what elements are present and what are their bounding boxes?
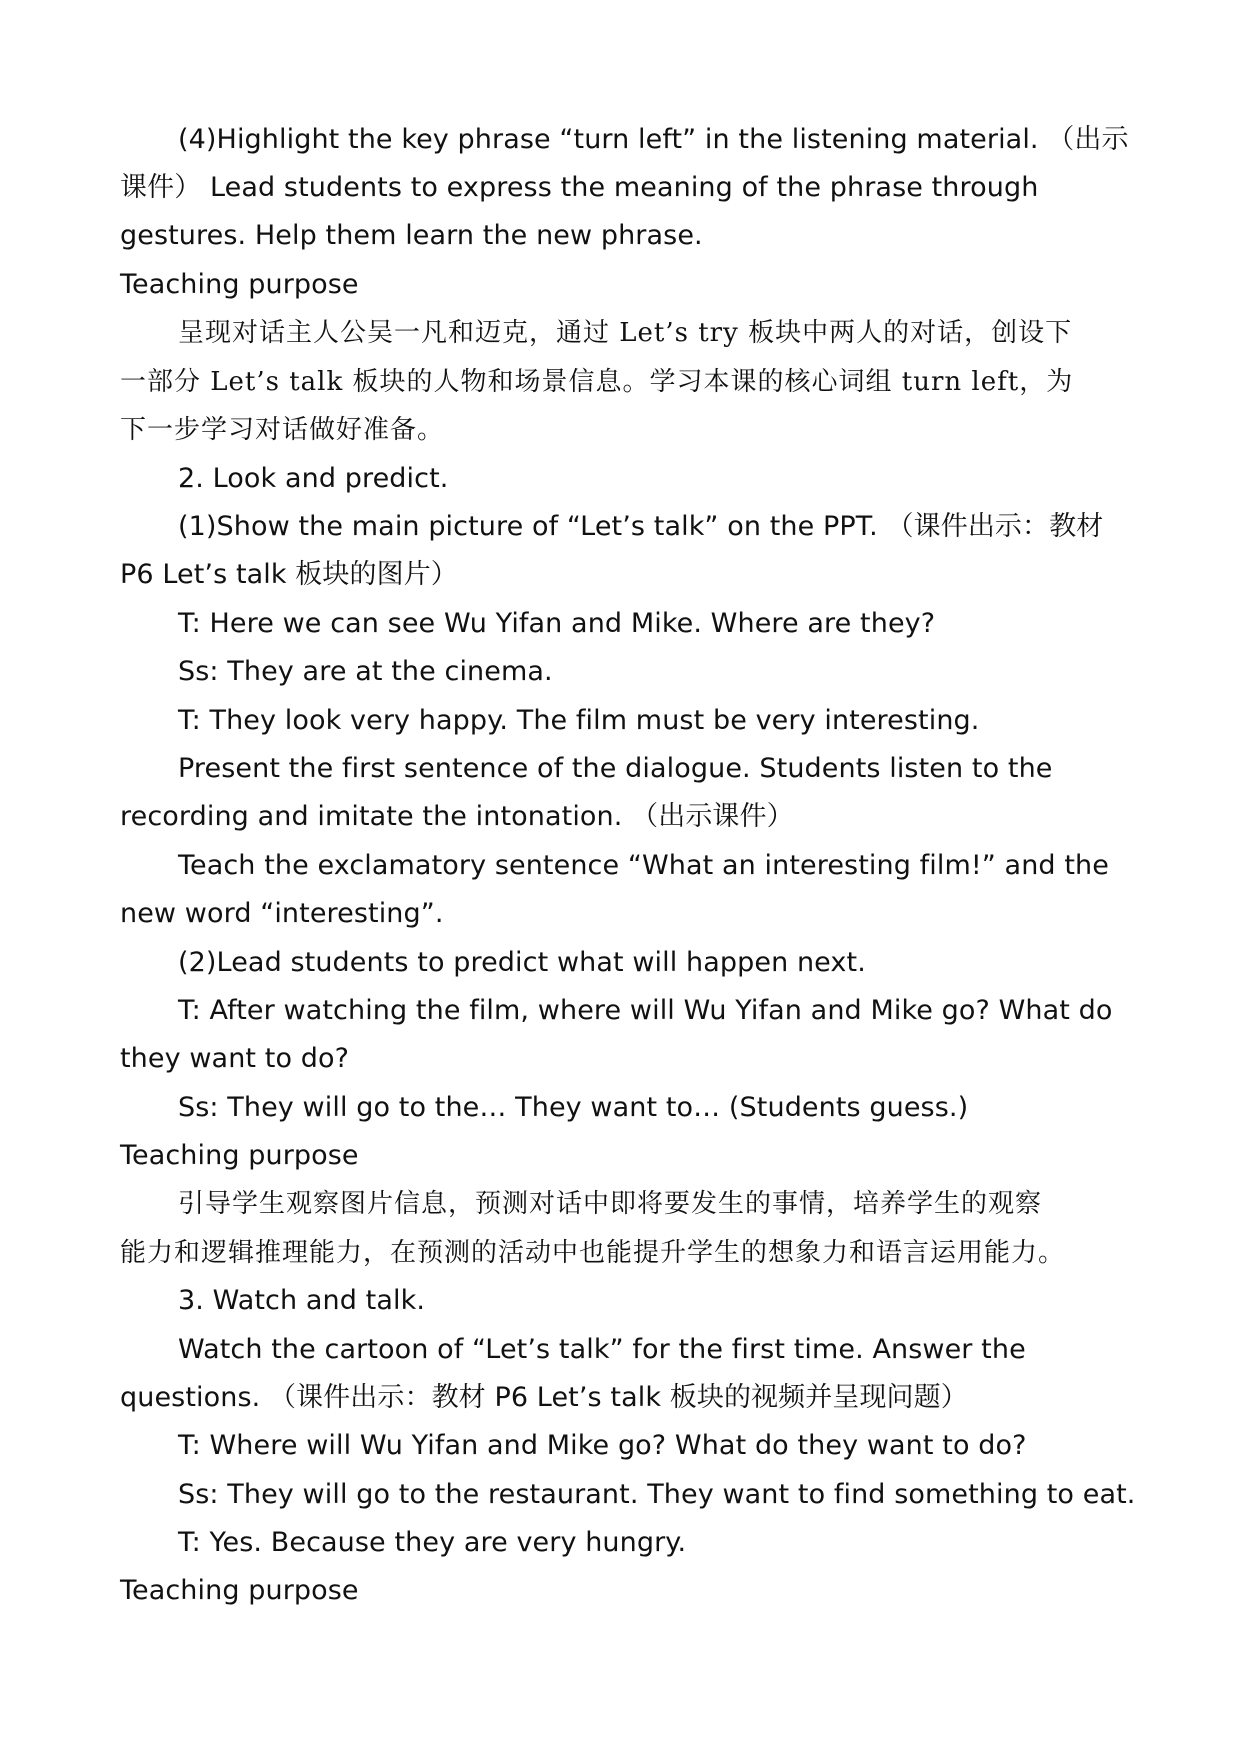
section-heading: Teaching purpose (120, 269, 359, 300)
text-line: recording and imitate the intonation. （出示课件） (120, 801, 794, 832)
dialogue-line: they want to do? (120, 1043, 350, 1074)
step-heading: 3. Watch and talk. (178, 1285, 426, 1316)
dialogue-line: T: Here we can see Wu Yifan and Mike. Where are they? (178, 608, 936, 639)
dialogue-line: T: Where will Wu Yifan and Mike go? What do they want to do? (178, 1430, 1027, 1461)
dialogue-line: Ss: They are at the cinema. (178, 656, 553, 687)
section-heading: Teaching purpose (120, 1575, 359, 1606)
text-line: questions. （课件出示：教材 P6 Let’s talk 板块的视频并呈现问题） (120, 1382, 968, 1413)
dialogue-line: T: They look very happy. The film must be very interesting. (178, 705, 980, 736)
text-line: Watch the cartoon of “Let’s talk” for the first time. Answer the (178, 1334, 1026, 1365)
text-line: P6 Let’s talk 板块的图片） (120, 559, 458, 590)
text-line: gestures. Help them learn the new phrase. (120, 220, 703, 251)
step-heading: 2. Look and predict. (178, 463, 449, 494)
text-line: 下一步学习对话做好准备。 (120, 415, 445, 445)
text-line: (1)Show the main picture of “Let’s talk” on the PPT. （课件出示：教材 (178, 511, 1104, 542)
dialogue-line: T: After watching the film, where will Wu Yifan and Mike go? What do (178, 995, 1113, 1026)
dialogue-line: Ss: They will go to the restaurant. They want to find something to eat. (178, 1479, 1136, 1510)
section-heading: Teaching purpose (120, 1140, 359, 1171)
dialogue-line: T: Yes. Because they are very hungry. (178, 1527, 687, 1558)
text-line: 课件） Lead students to express the meaning of the phrase through (120, 172, 1039, 203)
text-line: (4)Highlight the key phrase “turn left” in the listening material. （出示 (178, 124, 1129, 155)
text-line: Teach the exclamatory sentence “What an interesting film!” and the (178, 850, 1109, 881)
text-line: new word “interesting”. (120, 898, 444, 929)
text-line: 呈现对话主人公吴一凡和迈克，通过 Let’s try 板块中两人的对话，创设下 (178, 318, 1073, 348)
text-line: 一部分 Let’s talk 板块的人物和场景信息。学习本课的核心词组 turn left，为 (120, 367, 1074, 397)
text-line: (2)Lead students to predict what will happen next. (178, 947, 866, 978)
text-line: 能力和逻辑推理能力，在预测的活动中也能提升学生的想象力和语言运用能力。 (120, 1238, 1066, 1268)
dialogue-line: Ss: They will go to the… They want to… (Students guess.) (178, 1092, 969, 1123)
text-line: Present the first sentence of the dialogue. Students listen to the (178, 753, 1053, 784)
text-line: 引导学生观察图片信息，预测对话中即将要发生的事情，培养学生的观察 (178, 1189, 1043, 1219)
